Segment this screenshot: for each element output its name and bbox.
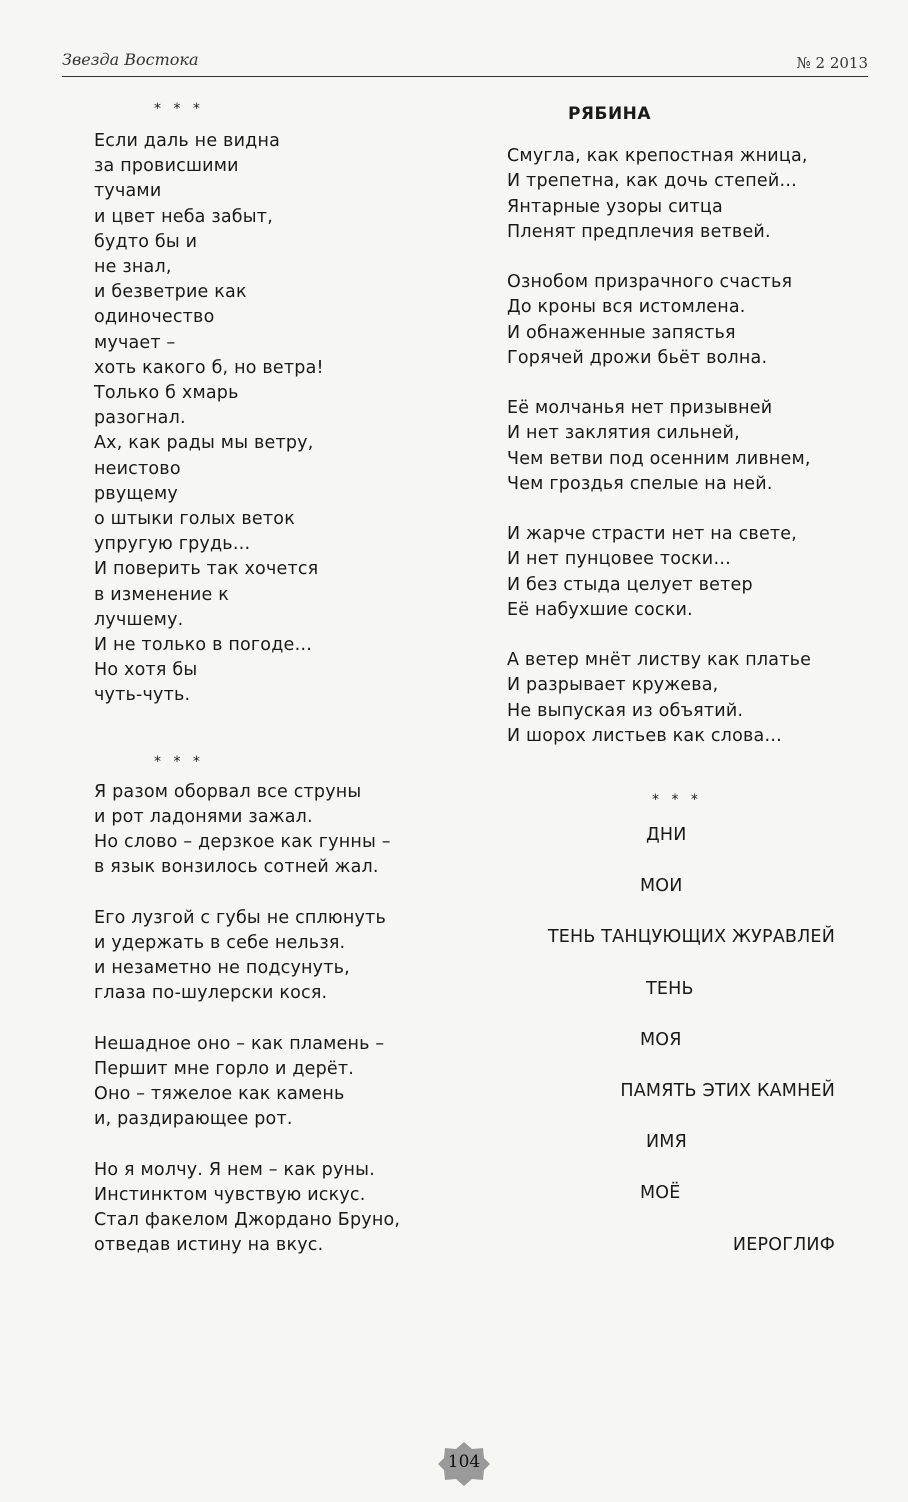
stanza xyxy=(94,906,454,1007)
verse-line: лучшему. xyxy=(94,609,184,630)
verse-line: И шорох листьев как слова… xyxy=(507,725,783,746)
verse-line: хоть какого б, но ветра! xyxy=(94,357,324,378)
poem-word-line: ИМЯ xyxy=(646,1132,687,1153)
stanza xyxy=(507,648,847,749)
verse-line: и цвет неба забыт, xyxy=(94,206,273,227)
poem-word-line: ПАМЯТЬ ЭТИХ КАМНЕЙ xyxy=(620,1081,835,1102)
verse-line: Не выпуская из объятий. xyxy=(507,700,744,721)
verse-line: Но слово – дерзкое как гунны – xyxy=(94,832,391,853)
verse-line: и удержать в себе нельзя. xyxy=(94,932,346,953)
verse-line: И поверить так хочется xyxy=(94,559,319,580)
verse-line: за провисшими xyxy=(94,156,239,177)
verse-line: Его лузгой с губы не сплюнуть xyxy=(94,907,386,928)
poem-title: РЯБИНА xyxy=(567,104,652,124)
verse-line: А ветер мнёт листву как платье xyxy=(507,650,812,671)
poem-word-line: МОЯ xyxy=(640,1029,682,1050)
verse-line: Ах, как рады мы ветру, xyxy=(94,433,314,454)
verse-line: И без стыда целует ветер xyxy=(507,574,753,595)
verse-line: И трепетна, как дочь степей… xyxy=(507,171,798,192)
stanza xyxy=(507,522,847,623)
verse-line: не знал, xyxy=(94,257,172,278)
verse-line: мучает – xyxy=(94,332,176,353)
verse-line: Смугла, как крепостная жница, xyxy=(507,146,808,167)
stanza xyxy=(507,396,847,497)
stanza xyxy=(507,270,847,371)
verse-line: глаза по-шулерски кося. xyxy=(94,983,328,1004)
verse-line: И разрывает кружева, xyxy=(507,675,719,696)
verse-line: в язык вонзилось сотней жал. xyxy=(94,857,379,878)
poem-word-line: ТЕНЬ xyxy=(646,978,694,999)
verse-line: Её молчанья нет призывней xyxy=(507,398,773,419)
verse-line: рвущему xyxy=(94,483,178,504)
right-column xyxy=(507,102,847,1258)
stanza xyxy=(94,780,454,881)
verse-line: Но хотя бы xyxy=(94,660,198,681)
verse-line: И нет заклятия сильней, xyxy=(507,423,740,444)
journal-title: Звезда Востока xyxy=(62,50,199,69)
verse-line: Её набухшие соски. xyxy=(507,599,693,620)
running-header xyxy=(62,48,868,77)
verse-line: одиночество xyxy=(94,307,215,328)
stanza xyxy=(507,144,847,245)
verse-line: о штыки голых веток xyxy=(94,509,295,530)
verse-line: будто бы и xyxy=(94,231,198,252)
verse-line: в изменение к xyxy=(94,584,230,605)
verse-line: упругую грудь… xyxy=(94,534,251,555)
verse-line: Чем гроздья спелые на ней. xyxy=(507,473,773,494)
verse-line: отведав истину на вкус. xyxy=(94,1235,324,1256)
page-number: 104 xyxy=(447,1452,481,1472)
verse-line: и безветрие как xyxy=(94,282,247,303)
verse-line: Но я молчу. Я нем – как руны. xyxy=(94,1159,375,1180)
section-separator: * * * xyxy=(154,101,204,117)
verse-line: И жарче страсти нет на свете, xyxy=(507,524,798,545)
verse-line: тучами xyxy=(94,181,162,202)
verse-line: Только б хмарь xyxy=(94,383,239,404)
verse-line: Я разом оборвал все струны xyxy=(94,781,362,802)
verse-line: и, раздирающее рот. xyxy=(94,1109,293,1130)
verse-line: Пленят предплечия ветвей. xyxy=(507,221,771,242)
poem-untitled-1 xyxy=(94,129,454,709)
page-number-badge xyxy=(436,1440,492,1488)
verse-line: Ознобом призрачного счастья xyxy=(507,272,793,293)
stanza xyxy=(94,1158,454,1259)
verse-line: разогнал. xyxy=(94,408,186,429)
verse-line: Инстинктом чувствую искус. xyxy=(94,1184,366,1205)
stanza xyxy=(94,1032,454,1133)
verse-line: и рот ладонями зажал. xyxy=(94,806,313,827)
verse-line: чуть-чуть. xyxy=(94,685,191,706)
verse-line: Горячей дрожи бьёт волна. xyxy=(507,347,768,368)
poem-word-line: ТЕНЬ ТАНЦУЮЩИХ ЖУРАВЛЕЙ xyxy=(547,927,835,948)
left-column xyxy=(94,102,454,1258)
poem-word-line: МОИ xyxy=(640,876,683,897)
verse-line: Нешадное оно – как пламень – xyxy=(94,1033,385,1054)
section-separator: * * * xyxy=(652,792,702,809)
verse-line: неистово xyxy=(94,458,181,479)
verse-line: Если даль не видна xyxy=(94,131,281,151)
verse-line: И не только в погоде… xyxy=(94,635,313,656)
verse-line: До кроны вся истомлена. xyxy=(507,297,746,318)
issue-number: № 2 2013 xyxy=(796,54,868,72)
concrete-poem xyxy=(507,823,835,1258)
verse-line: Чем ветви под осенним ливнем, xyxy=(507,448,811,469)
verse-line: Стал факелом Джордано Бруно, xyxy=(94,1210,401,1231)
verse-line: Першит мне горло и дерёт. xyxy=(94,1058,355,1079)
verse-line: И нет пунцовее тоски… xyxy=(507,549,732,570)
poem-word-line: МОЁ xyxy=(640,1183,681,1204)
section-separator: * * * xyxy=(154,753,204,770)
poem-word-line: ИЕРОГЛИФ xyxy=(732,1234,835,1255)
verse-line: Оно – тяжелое как камень xyxy=(94,1084,345,1105)
poem-word-line: ДНИ xyxy=(646,825,687,846)
verse-line: и незаметно не подсунуть, xyxy=(94,958,350,979)
verse-line: Янтарные узоры ситца xyxy=(507,196,723,217)
verse-line: И обнаженные запястья xyxy=(507,322,736,343)
